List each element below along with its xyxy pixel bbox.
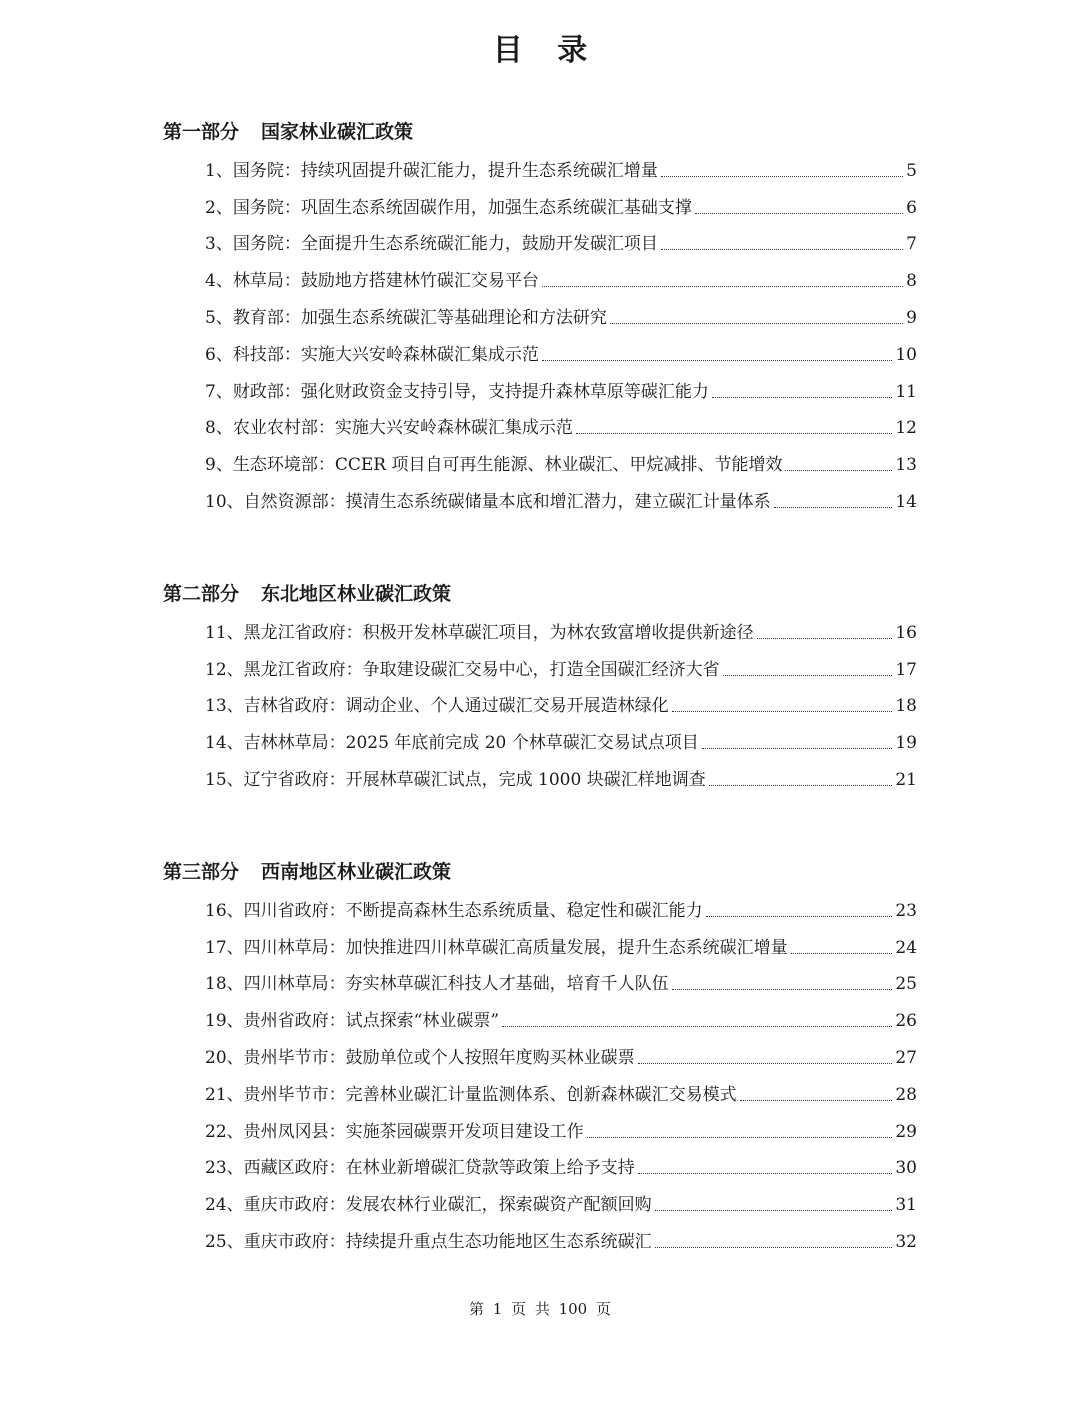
toc-entry-page-number: 29: [895, 1121, 917, 1142]
toc-entry[interactable]: [205, 1075, 917, 1112]
dot-leader: [672, 711, 893, 712]
dot-leader: [661, 249, 903, 250]
toc-entry-title: 17、四川林草局：加快推进四川林草碳汇高质量发展，提升生态系统碳汇增量: [205, 937, 788, 958]
page-footer: 第 1 页 共 100 页: [468, 1300, 611, 1318]
toc-entry[interactable]: [205, 335, 917, 372]
dot-leader: [638, 1173, 893, 1174]
toc-entry-page-number: 19: [895, 733, 917, 754]
toc-entry-page-number: 32: [895, 1231, 917, 1252]
section-part-label: 第二部分: [163, 583, 240, 605]
toc-entry-page-number: 7: [906, 234, 917, 255]
toc-entry-title: 16、四川省政府：不断提高森林生态系统质量、稳定性和碳汇能力: [205, 900, 703, 921]
toc-entry-title: 19、贵州省政府：试点探索“林业碳票”: [205, 1011, 500, 1032]
toc-entry[interactable]: [205, 372, 917, 409]
toc-entry-title: 23、西藏区政府：在林业新增碳汇贷款等政策上给予支持: [205, 1158, 635, 1179]
toc-entry[interactable]: [205, 1149, 917, 1186]
dot-leader: [610, 323, 903, 324]
toc-entry[interactable]: [205, 298, 917, 335]
dot-leader: [774, 507, 893, 508]
toc-entry-page-number: 23: [895, 900, 917, 921]
toc-entry[interactable]: [205, 687, 917, 724]
toc-entry-title: 1、国务院：持续巩固提升碳汇能力，提升生态系统碳汇增量: [205, 160, 658, 181]
toc-entry-title: 5、教育部：加强生态系统碳汇等基础理论和方法研究: [205, 307, 607, 328]
toc-entry[interactable]: [205, 965, 917, 1002]
dot-leader: [542, 360, 893, 361]
toc-entry-list: [205, 151, 917, 519]
toc-entry[interactable]: [205, 1001, 917, 1038]
toc-entry-title: 6、科技部：实施大兴安岭森林碳汇集成示范: [205, 344, 539, 365]
toc-entry[interactable]: [205, 1185, 917, 1222]
toc-entry-title: 15、辽宁省政府：开展林草碳汇试点，完成 1000 块碳汇样地调查: [205, 769, 706, 790]
toc-entry-title: 25、重庆市政府：持续提升重点生态功能地区生态系统碳汇: [205, 1231, 652, 1252]
toc-entry[interactable]: [205, 760, 917, 797]
toc-entry-title: 11、黑龙江省政府：积极开发林草碳汇项目，为林农致富增收提供新途径: [205, 622, 754, 643]
toc-entry-page-number: 8: [906, 271, 917, 292]
toc-entry-page-number: 27: [895, 1047, 917, 1068]
toc-entry-list: [205, 613, 917, 797]
toc-entry[interactable]: [205, 1038, 917, 1075]
toc-entry-page-number: 5: [906, 160, 917, 181]
dot-leader: [587, 1137, 893, 1138]
toc-entry[interactable]: [205, 1112, 917, 1149]
dot-leader: [791, 953, 893, 954]
toc-entry-page-number: 25: [895, 974, 917, 995]
section-heading[interactable]: [163, 857, 451, 887]
section-name: 东北地区林业碳汇政策: [261, 583, 452, 605]
dot-leader: [702, 748, 893, 749]
toc-entry-title: 3、国务院：全面提升生态系统碳汇能力，鼓励开发碳汇项目: [205, 234, 658, 255]
toc-entry-page-number: 26: [895, 1011, 917, 1032]
toc-entry-title: 12、黑龙江省政府：争取建设碳汇交易中心，打造全国碳汇经济大省: [205, 659, 720, 680]
toc-entry-page-number: 30: [895, 1158, 917, 1179]
section-name: 西南地区林业碳汇政策: [261, 861, 452, 883]
toc-entry-title: 8、农业农村部：实施大兴安岭森林碳汇集成示范: [205, 418, 573, 439]
toc-entry[interactable]: [205, 482, 917, 519]
toc-entry-title: 24、重庆市政府：发展农林行业碳汇，探索碳资产配额回购: [205, 1195, 652, 1216]
toc-entry-page-number: 31: [895, 1195, 917, 1216]
toc-entry-title: 14、吉林林草局：2025 年底前完成 20 个林草碳汇交易试点项目: [205, 733, 699, 754]
section-part-label: 第三部分: [163, 861, 240, 883]
dot-leader: [709, 785, 893, 786]
toc-entry-page-number: 12: [895, 418, 917, 439]
dot-leader: [785, 470, 892, 471]
toc-entry[interactable]: [205, 891, 917, 928]
toc-entry-title: 7、财政部：强化财政资金支持引导，支持提升森林草原等碳汇能力: [205, 381, 709, 402]
dot-leader: [757, 638, 893, 639]
section-heading[interactable]: [163, 117, 413, 147]
dot-leader: [740, 1100, 893, 1101]
toc-entry-page-number: 21: [895, 769, 917, 790]
dot-leader: [502, 1026, 892, 1027]
toc-entry-title: 22、贵州凤冈县：实施茶园碳票开发项目建设工作: [205, 1121, 584, 1142]
dot-leader: [723, 675, 893, 676]
toc-entry-page-number: 16: [895, 622, 917, 643]
toc-entry-page-number: 17: [895, 659, 917, 680]
section-heading[interactable]: [163, 579, 451, 609]
toc-entry-title: 9、生态环境部：CCER 项目自可再生能源、林业碳汇、甲烷减排、节能增效: [205, 455, 783, 476]
toc-entry-page-number: 14: [895, 491, 917, 512]
dot-leader: [706, 916, 893, 917]
toc-entry[interactable]: [205, 723, 917, 760]
section-part-label: 第一部分: [163, 121, 240, 143]
toc-entry[interactable]: [205, 409, 917, 446]
toc-entry-page-number: 6: [906, 197, 917, 218]
toc-entry[interactable]: [205, 445, 917, 482]
toc-entry-page-number: 11: [895, 381, 917, 402]
dot-leader: [655, 1247, 893, 1248]
dot-leader: [695, 213, 903, 214]
dot-leader: [638, 1063, 893, 1064]
dot-leader: [576, 433, 893, 434]
toc-entry-title: 2、国务院：巩固生态系统固碳作用，加强生态系统碳汇基础支撑: [205, 197, 692, 218]
toc-entry[interactable]: [205, 1222, 917, 1259]
toc-entry-page-number: 9: [906, 307, 917, 328]
toc-entry-page-number: 28: [895, 1084, 917, 1105]
toc-entry-title: 18、四川林草局：夯实林草碳汇科技人才基础，培育千人队伍: [205, 974, 669, 995]
toc-entry-title: 21、贵州毕节市：完善林业碳汇计量监测体系、创新森林碳汇交易模式: [205, 1084, 737, 1105]
toc-entry-page-number: 18: [895, 696, 917, 717]
toc-entry-title: 13、吉林省政府：调动企业、个人通过碳汇交易开展造林绿化: [205, 696, 669, 717]
toc-entry[interactable]: [205, 928, 917, 965]
toc-entry-page-number: 10: [895, 344, 917, 365]
toc-entry[interactable]: [205, 188, 917, 225]
dot-leader: [672, 989, 893, 990]
toc-entry-title: 4、林草局：鼓励地方搭建林竹碳汇交易平台: [205, 271, 539, 292]
toc-entry[interactable]: [205, 613, 917, 650]
dot-leader: [542, 286, 903, 287]
toc-entry[interactable]: [205, 650, 917, 687]
toc-entry[interactable]: [205, 151, 917, 188]
dot-leader: [655, 1210, 893, 1211]
toc-entry[interactable]: [205, 225, 917, 262]
dot-leader: [661, 176, 903, 177]
toc-entry-page-number: 24: [895, 937, 917, 958]
dot-leader: [712, 397, 893, 398]
toc-entry-title: 10、自然资源部：摸清生态系统碳储量本底和增汇潜力，建立碳汇计量体系: [205, 491, 771, 512]
toc-entry-list: [205, 891, 917, 1259]
toc-entry-page-number: 13: [895, 455, 917, 476]
toc-entry-title: 20、贵州毕节市：鼓励单位或个人按照年度购买林业碳票: [205, 1047, 635, 1068]
page-title: 目 录: [492, 33, 600, 68]
section-name: 国家林业碳汇政策: [261, 121, 414, 143]
toc-entry[interactable]: [205, 261, 917, 298]
